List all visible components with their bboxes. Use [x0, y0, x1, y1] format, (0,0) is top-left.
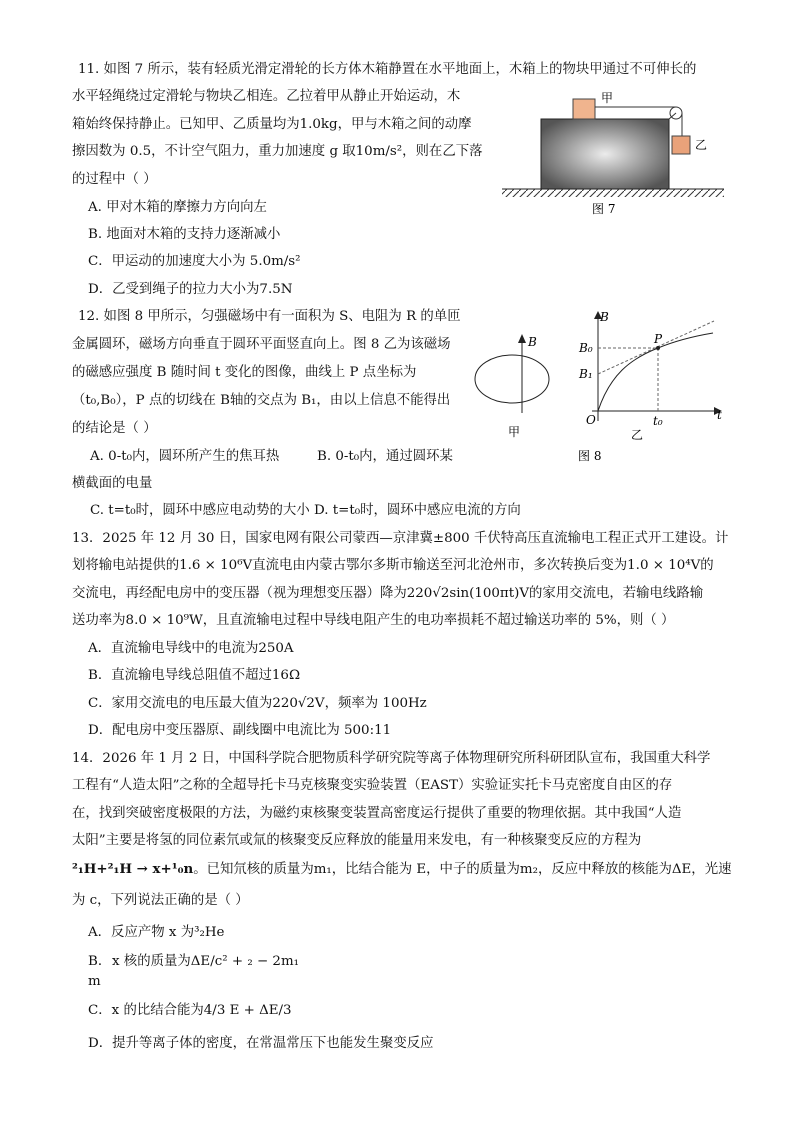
q13-option-d: D．配电房中变压器原、副线圈中电流比为 500:11	[88, 723, 392, 738]
ring-b-label: B	[528, 335, 537, 349]
figure-8-yi-label: 乙	[631, 428, 644, 442]
figure-7	[498, 86, 728, 221]
t-axis-label: t	[717, 408, 722, 422]
block-jia-label: 甲	[601, 91, 614, 105]
metal-ring	[475, 355, 549, 403]
ring-b-arrowhead	[518, 334, 526, 343]
q12-line-1: 12. 如图 8 甲所示，匀强磁场中有一面积为 S、电阻为 R 的单匝	[78, 309, 461, 324]
q12-line-4: （t₀,B₀），P 点的切线在 B轴的交点为 B₁，由以上信息不能得出	[72, 393, 451, 408]
q11-option-b: B. 地面对木箱的支持力逐渐减小	[88, 227, 281, 242]
q14-line-1: 14．2026 年 1 月 2 日，中国科学院合肥物质科学研究院等离子体物理研究所科研团队宣布，我国重大科学	[72, 751, 711, 766]
q12-option-b-cont: 横截面的电量	[72, 476, 153, 491]
q14-option-b-prefix: B．	[88, 954, 112, 969]
q14-line-6: 为 c，下列说法正确的是（ ）	[72, 893, 249, 908]
q13-line-4: 送功率为8.0 × 10⁹W，且直流输电过程中导线电阻产生的电功率损耗不超过输送功率的 5%，则（ ）	[72, 613, 675, 628]
ground-hatch	[502, 189, 724, 197]
t0-label: t₀	[653, 414, 663, 428]
q14-line-4: 太阳”主要是将氢的同位素氘或氚的核聚变反应释放的能量用来发电，有一种核聚变反应的方程为	[72, 833, 642, 848]
figure-7-caption: 图 7	[592, 202, 616, 216]
q14-option-a: A．反应产物 x 为³₂He	[88, 925, 225, 940]
point-p	[656, 346, 660, 350]
point-p-label: P	[654, 332, 663, 346]
q13-option-b: B．直流输电导线总阻值不超过16Ω	[88, 668, 301, 683]
q12-line-5: 的结论是（ ）	[72, 421, 157, 436]
q12-option-b: B. 0-t₀内，通过圆环某	[317, 449, 453, 464]
q11-line-4: 擦因数为 0.5，不计空气阻力，重力加速度 g 取10m/s²，则在乙下落	[72, 144, 483, 159]
figure-8	[470, 303, 732, 465]
q11-option-a: A. 甲对木箱的摩擦力方向向左	[88, 200, 267, 215]
q11-line-5: 的过程中（ ）	[72, 172, 157, 187]
q13-line-3: 交流电，再经配电房中的变压器（视为理想变压器）降为220√2sin(100πt)V的家用交流电，若输电线路输	[72, 586, 704, 601]
q14-line-5-equation	[72, 859, 731, 880]
q14-option-b: x 核的质量为ΔE/c² + ₂ − 2m₁	[112, 954, 300, 969]
q14-option-b-m: m	[88, 974, 101, 989]
q11-line-2: 水平轻绳绕过定滑轮与物块乙相连。乙拉着甲从静止开始运动，木	[72, 89, 461, 104]
q13-option-a: A．直流输电导线中的电流为250A	[88, 641, 294, 656]
q14-line-5-text: 。已知氘核的质量为m₁，比结合能为 E，中子的质量为m₂，反应中释放的核能为ΔE，光速	[193, 862, 732, 877]
q13-line-1: 13．2025 年 12 月 30 日，国家电网有限公司蒙西—京津冀±800 千伏特高压直流输电工程正式开工建设。计	[72, 531, 729, 546]
q11-option-d: D．乙受到绳子的拉力大小为7.5N	[88, 282, 293, 297]
q11-option-c: C．甲运动的加速度大小为 5.0m/s²	[88, 254, 301, 269]
q12-line-3: 的磁感应强度 B 随时间 t 变化的图像，曲线上 P 点坐标为	[72, 365, 417, 380]
b0-label: B₀	[579, 341, 593, 355]
q14-line-3: 在，找到突破密度极限的方法，为磁约束核聚变装置高密度运行提供了重要的物理依据。其中我国“人造	[72, 806, 682, 821]
fusion-equation: ²₁H+²₁H → x+¹₀n	[72, 861, 194, 877]
b-axis-label: B	[600, 310, 609, 324]
q13-option-c: C．家用交流电的电压最大值为220√2V，频率为 100Hz	[88, 696, 427, 711]
q14-option-c: C．x 的比结合能为4/3 E + ΔE/3	[88, 1003, 292, 1018]
q14-option-d: D．提升等离子体的密度，在常温常压下也能发生聚变反应	[88, 1036, 434, 1051]
q12-option-a: A. 0-t₀内，圆环所产生的焦耳热	[90, 449, 280, 464]
q12-option-c-d: C. t=t₀时，圆环中感应电动势的大小 D. t=t₀时，圆环中感应电流的方向	[90, 503, 521, 518]
figure-8-caption: 图 8	[578, 449, 602, 463]
block-jia	[573, 99, 595, 119]
q14-line-2: 工程有“人造太阳”之称的全超导托卡马克核聚变实验装置（EAST）实验证实托卡马克密度自由区的存	[72, 778, 673, 793]
figure-8-jia-label: 甲	[508, 425, 521, 439]
q13-line-2: 划将输电站提供的1.6 × 10⁶V直流电由内蒙古鄂尔多斯市输送至河北沧州市，多次转换后变为1.0 × 10⁴V的	[72, 558, 714, 573]
block-yi	[672, 136, 690, 154]
origin-label: O	[586, 413, 596, 427]
block-yi-label: 乙	[695, 138, 708, 152]
b1-label: B₁	[579, 367, 593, 381]
q12-line-2: 金属圆环，磁场方向垂直于圆环平面竖直向上。图 8 乙为该磁场	[72, 337, 451, 352]
q11-line-1: 11. 如图 7 所示，装有轻质光滑定滑轮的长方体木箱静置在水平地面上，木箱上的物块甲通过不可伸长的	[78, 62, 697, 77]
wooden-box	[541, 119, 669, 189]
q11-line-3: 箱始终保持静止。已知甲、乙质量均为1.0kg，甲与木箱之间的动摩	[72, 117, 472, 132]
